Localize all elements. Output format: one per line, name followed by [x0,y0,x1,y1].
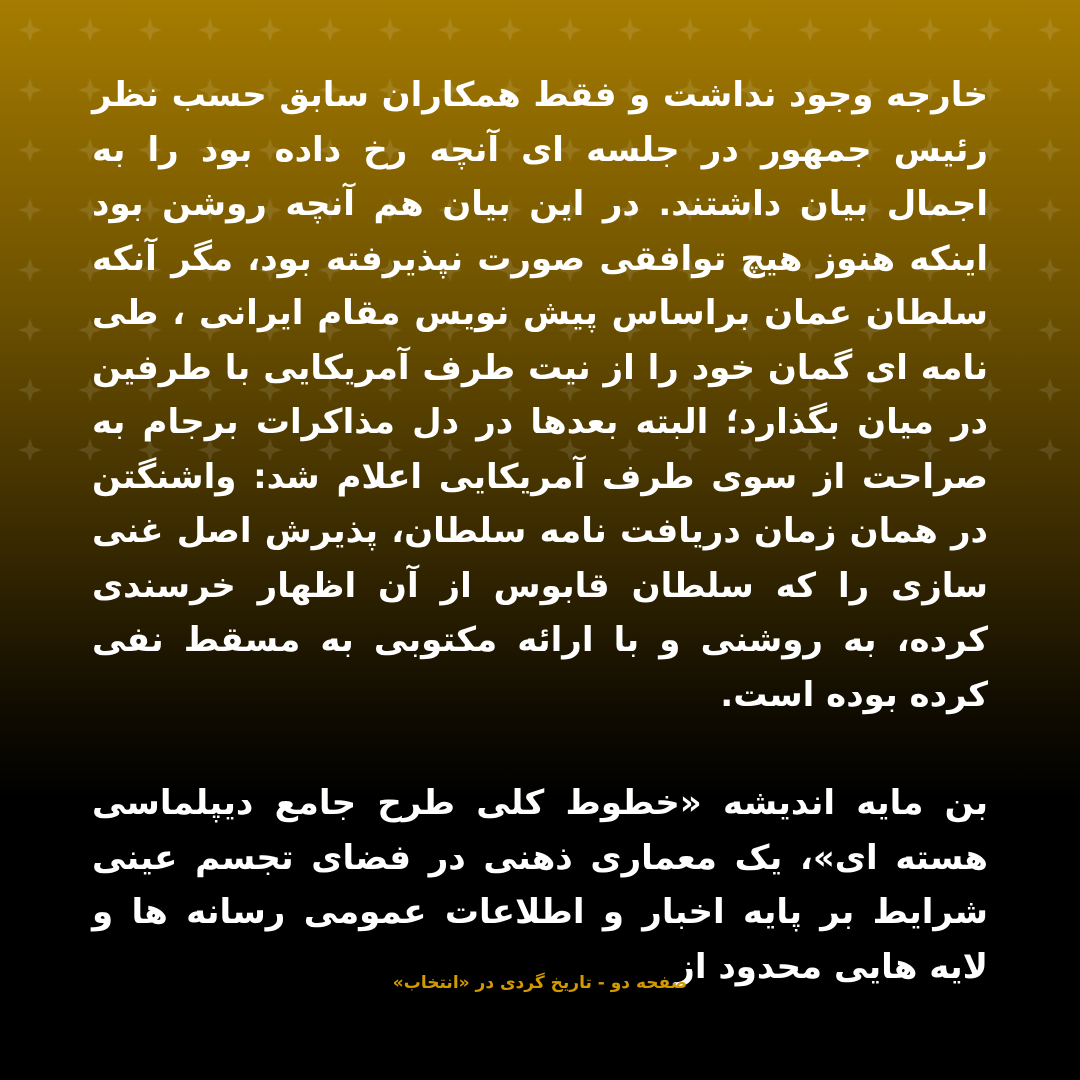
paragraph-1: خارجه وجود نداشت و فقط همکاران سابق حسب نظر رئیس جمهور در جلسه ای آنچه رخ داده بود را به اجمال بیان داشتند. در این بیان هم آنچه روشن بود اینکه هنوز هیچ توافقی صورت نپذیرفته بود، مگر آنکه سلطان عمان براساس پیش نویس مقام ایرانی ، طی نامه ای گمان خود را از نیت طرف آمریکایی با طرفین در میان بگذارد؛ البته بعدها در دل مذاکرات برجام به صراحت از سوی طرف آمریکایی اعلام شد: واشنگتن در همان زمان دریافت نامه سلطان، پذیرش اصل غنی سازی را که سلطان قابوس از آن اظهار خرسندی کرده، به روشنی و با ارائه مکتوبی به مسقط نفی کرده بوده است. [92,75,988,715]
footer-caption: صفحه دو - تاریخ گردی در «انتخاب» [392,973,688,993]
article-body [92,68,988,994]
paragraph-2: بن مایه اندیشه «خطوط کلی طرح جامع دیپلماسی هسته ای»، یک معماری ذهنی در فضای تجسم عینی شرایط بر پایه اخبار و اطلاعات عمومی رسانه ها و لایه هایی محدود از [92,783,988,987]
